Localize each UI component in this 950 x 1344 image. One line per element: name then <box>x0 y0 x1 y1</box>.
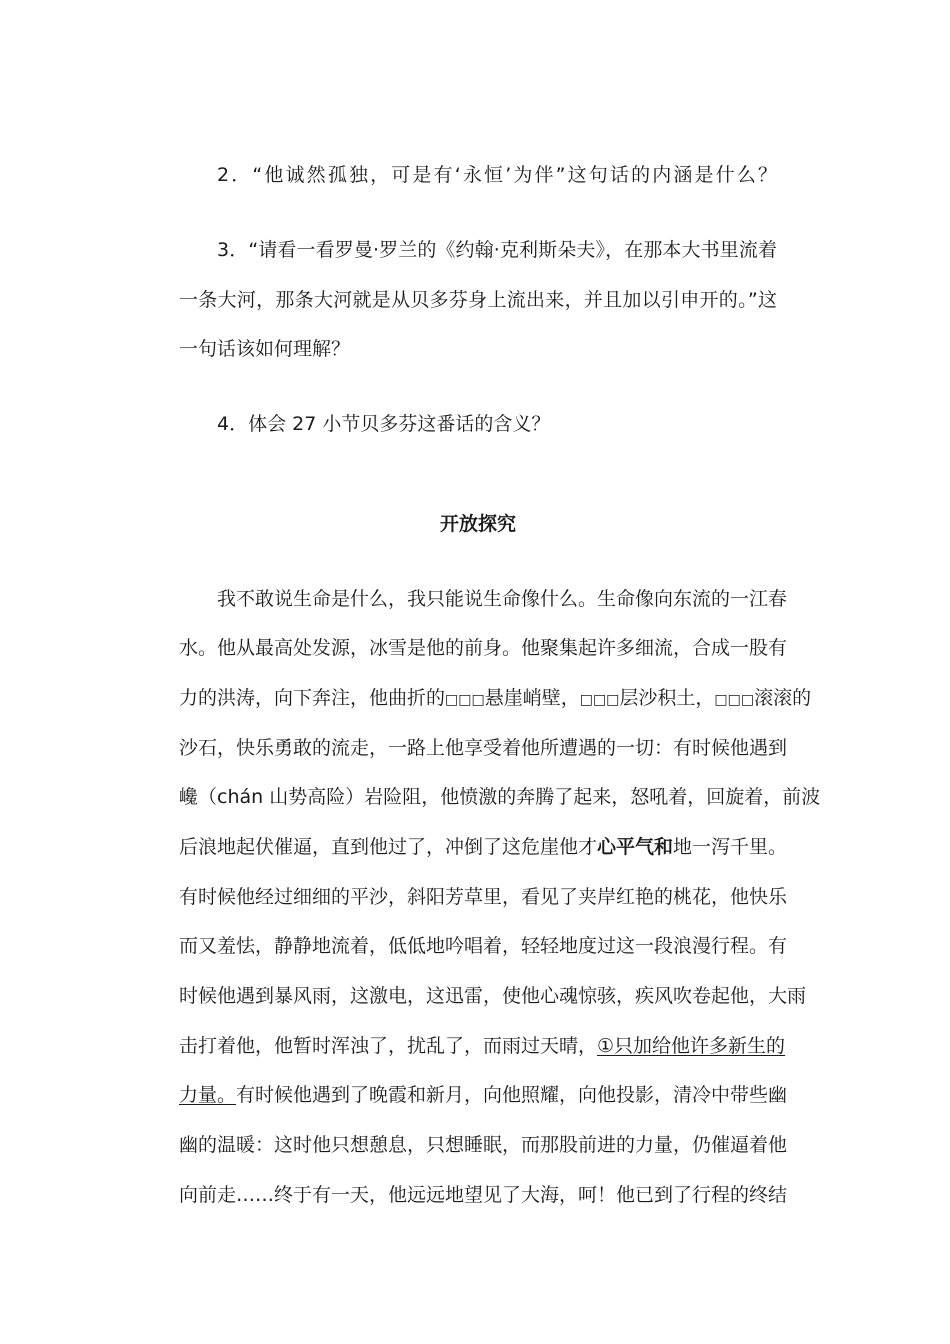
question-3-line-3: 一句话该如何理解？ <box>179 338 351 360</box>
passage-line-3 <box>179 684 812 714</box>
passage-text: 击打着他，他暂时浑浊了，扰乱了，而雨过天晴， <box>179 1035 598 1057</box>
passage-line-6 <box>179 833 788 861</box>
underlined-sentence: ①只加给他许多新生的 <box>597 1035 786 1057</box>
passage-line-11 <box>179 1081 788 1109</box>
passage-line-5: 巉（chán 山势高险）岩险阻，他愤激的奔腾了起来，怒吼着，回旋着，前波 <box>179 786 821 808</box>
question-3-line-2: 一条大河，那条大河就是从贝多芬身上流出来，并且加以引申开的。”这 <box>179 289 777 311</box>
passage-line-4: 沙石，快乐勇敢的流走，一路上他享受着他所遭遇的一切：有时候他遇到 <box>179 737 788 759</box>
blank-placeholder: □□□ <box>714 692 755 708</box>
passage-line-1: 我不敢说生命是什么，我只能说生命像什么。生命像向东流的一江春 <box>217 588 788 610</box>
underlined-sentence: 力量。 <box>179 1084 237 1106</box>
passage-line-12: 幽的温暖：这时他只想憩息，只想睡眠，而那股前进的力量，仍催逼着他 <box>179 1134 788 1156</box>
passage-line-7: 有时候他经过细细的平沙，斜阳芳草里，看见了夹岸红艳的桃花，他快乐 <box>179 886 788 908</box>
blank-placeholder: □□□ <box>445 692 485 708</box>
passage-text: 层沙积土， <box>619 687 715 709</box>
passage-text: 地一泻千里。 <box>673 836 788 858</box>
passage-text: 力的洪涛，向下奔注，他曲折的 <box>179 687 446 709</box>
passage-line-9: 时候他遇到暴风雨，这激电，这迅雷，使他心魂惊骇，疾风吹卷起他，大雨 <box>179 985 807 1007</box>
bold-phrase: 心平气和 <box>597 836 674 858</box>
passage-text: 有时候他遇到了晚霞和新月，向他照耀，向他投影，清冷中带些幽 <box>236 1084 788 1106</box>
section-title: 开放探究 <box>439 513 516 535</box>
passage-text: 悬崖峭壁， <box>484 687 580 709</box>
passage-line-2: 水。他从最高处发源，冰雪是他的前身。他聚集起许多细流，合成一股有 <box>179 637 788 659</box>
question-4: 4．体会 27 小节贝多芬这番话的含义？ <box>217 413 551 435</box>
passage-text: 滚滚的 <box>754 687 812 709</box>
question-3-line-1: 3．“请看一看罗曼·罗兰的《约翰·克利斯朵夫》，在那本大书里流着 <box>217 239 777 261</box>
blank-placeholder: □□□ <box>579 692 620 708</box>
passage-text: 后浪地起伏催逼，直到他过了，冲倒了这危崖他才 <box>179 836 598 858</box>
question-2: 2．“他诚然孤独，可是有‘永恒’为伴”这句话的内涵是什么？ <box>217 164 777 186</box>
passage-line-8: 而又羞怯，静静地流着，低低地吟唱着，轻轻地度过这一段浪漫行程。有 <box>179 935 788 957</box>
passage-line-10 <box>179 1032 786 1060</box>
passage-line-13: 向前走……终于有一天，他远远地望见了大海，呵！他已到了行程的终结 <box>179 1184 788 1206</box>
